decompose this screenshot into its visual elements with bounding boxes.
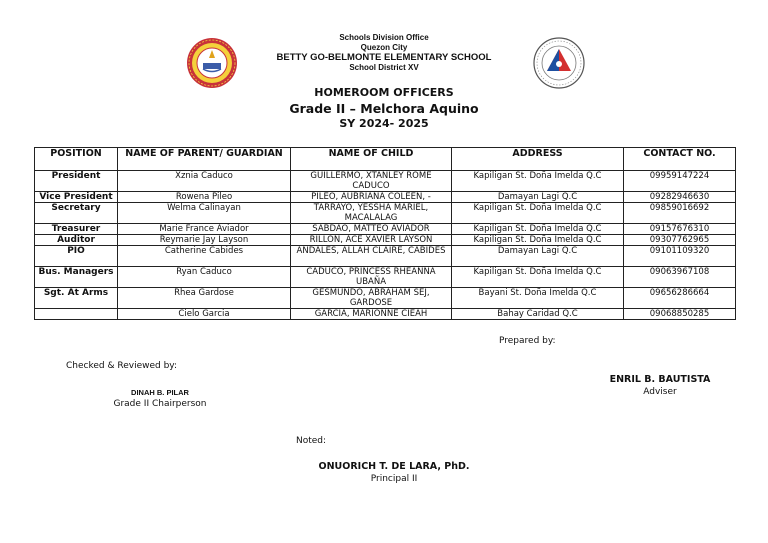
school-seal-icon xyxy=(186,37,238,89)
table-row xyxy=(35,267,736,288)
cell-parent: Rowena Pileo xyxy=(118,192,291,203)
chairperson-signature xyxy=(80,387,240,410)
document-title: HOMEROOM OFFICERS xyxy=(314,86,454,99)
cell-position: Bus. Managers xyxy=(35,267,118,288)
table-header-row xyxy=(35,148,736,171)
division-seal-icon xyxy=(531,37,587,89)
cell-contact: 09157676310 xyxy=(624,224,736,235)
cell-parent: Reymarie Jay Layson xyxy=(118,235,291,246)
cell-contact: 09656286664 xyxy=(624,288,736,309)
cell-position: PIO xyxy=(35,246,118,267)
table-row xyxy=(35,235,736,246)
table-row xyxy=(35,192,736,203)
cell-child: GESMUNDO, ABRAHAM SEJ, GARDOSE xyxy=(291,288,452,309)
chairperson-name: DINAH B. PILAR xyxy=(131,388,189,397)
cell-parent: Rhea Gardose xyxy=(118,288,291,309)
cell-address: Bahay Caridad Q.C xyxy=(452,309,624,320)
cell-address: Damayan Lagi Q.C xyxy=(452,246,624,267)
cell-address: Kapiligan St. Doña Imelda Q.C xyxy=(452,235,624,246)
column-header-child: NAME OF CHILD xyxy=(291,148,452,171)
officers-table xyxy=(34,147,736,320)
cell-address: Kapiligan St. Doña Imelda Q.C xyxy=(452,171,624,192)
cell-position: Sgt. At Arms xyxy=(35,288,118,309)
cell-address: Kapiligan St. Doña Imelda Q.C xyxy=(452,203,624,224)
table-row xyxy=(35,224,736,235)
checked-by-label: Checked & Reviewed by: xyxy=(66,361,177,371)
cell-position: Treasurer xyxy=(35,224,118,235)
city-text: Quezon City xyxy=(360,43,408,52)
prepared-by-label: Prepared by: xyxy=(499,336,556,346)
chairperson-title: Grade II Chairperson xyxy=(113,399,207,409)
cell-parent: Ryan Caduco xyxy=(118,267,291,288)
adviser-name: ENRIL B. BAUTISTA xyxy=(609,374,711,385)
principal-signature xyxy=(294,461,494,485)
cell-address: Damayan Lagi Q.C xyxy=(452,192,624,203)
cell-child: TARRAYO, YESSHA MARIEL, MACALALAG xyxy=(291,203,452,224)
cell-contact: 09063967108 xyxy=(624,267,736,288)
cell-parent: Welma Calinayan xyxy=(118,203,291,224)
table-row xyxy=(35,203,736,224)
table-row xyxy=(35,309,736,320)
principal-title: Principal II xyxy=(370,474,418,484)
school-year: SY 2024- 2025 xyxy=(339,117,429,130)
cell-parent: Cielo Garcia xyxy=(118,309,291,320)
cell-contact: 09859016692 xyxy=(624,203,736,224)
column-header-parent: NAME OF PARENT/ GUARDIAN xyxy=(118,148,291,171)
cell-child: PILEO, AUBRIANA COLEEN, - xyxy=(291,192,452,203)
school-name: BETTY GO-BELMONTE ELEMENTARY SCHOOL xyxy=(276,52,492,63)
cell-child: RILLON, ACE XAVIER LAYSON xyxy=(291,235,452,246)
division-office-text: Schools Division Office xyxy=(339,33,429,42)
table-row xyxy=(35,171,736,192)
cell-contact: 09307762965 xyxy=(624,235,736,246)
document-titles xyxy=(234,86,534,131)
adviser-title: Adviser xyxy=(643,387,677,397)
cell-child: GARCIA, MARIONNE CIEAH xyxy=(291,309,452,320)
adviser-signature xyxy=(560,374,760,398)
school-header xyxy=(234,33,534,73)
section-title: Grade II – Melchora Aquino xyxy=(289,101,479,116)
column-header-contact: CONTACT NO. xyxy=(624,148,736,171)
cell-position: President xyxy=(35,171,118,192)
cell-contact: 09282946630 xyxy=(624,192,736,203)
cell-child: SABDAO, MATTEO AVIADOR xyxy=(291,224,452,235)
cell-address: Kapiligan St. Doña Imelda Q.C xyxy=(452,267,624,288)
cell-parent: Xznia Caduco xyxy=(118,171,291,192)
cell-parent: Marie France Aviador xyxy=(118,224,291,235)
cell-position: Secretary xyxy=(35,203,118,224)
cell-address: Bayani St. Doña Imelda Q.C xyxy=(452,288,624,309)
principal-name: ONUORICH T. DE LARA, PhD. xyxy=(318,461,470,472)
table-row xyxy=(35,288,736,309)
table-row xyxy=(35,246,736,267)
cell-child: ANDALES, ALLAH CLAIRE, CABIDES xyxy=(291,246,452,267)
column-header-position: POSITION xyxy=(35,148,118,171)
noted-label: Noted: xyxy=(296,436,327,446)
cell-address: Kapiligan St. Doña Imelda Q.C xyxy=(452,224,624,235)
cell-position: Auditor xyxy=(35,235,118,246)
cell-contact: 09101109320 xyxy=(624,246,736,267)
cell-child: CADUCO, PRINCESS RHEANNA UBAÑA xyxy=(291,267,452,288)
cell-child: GUILLERMO, XTANLEY ROME CADUCO xyxy=(291,171,452,192)
cell-position: Vice President xyxy=(35,192,118,203)
column-header-address: ADDRESS xyxy=(452,148,624,171)
cell-parent: Catherine Cabides xyxy=(118,246,291,267)
cell-position xyxy=(35,309,118,320)
cell-contact: 09068850285 xyxy=(624,309,736,320)
district-text: School District XV xyxy=(349,63,419,72)
cell-contact: 09959147224 xyxy=(624,171,736,192)
